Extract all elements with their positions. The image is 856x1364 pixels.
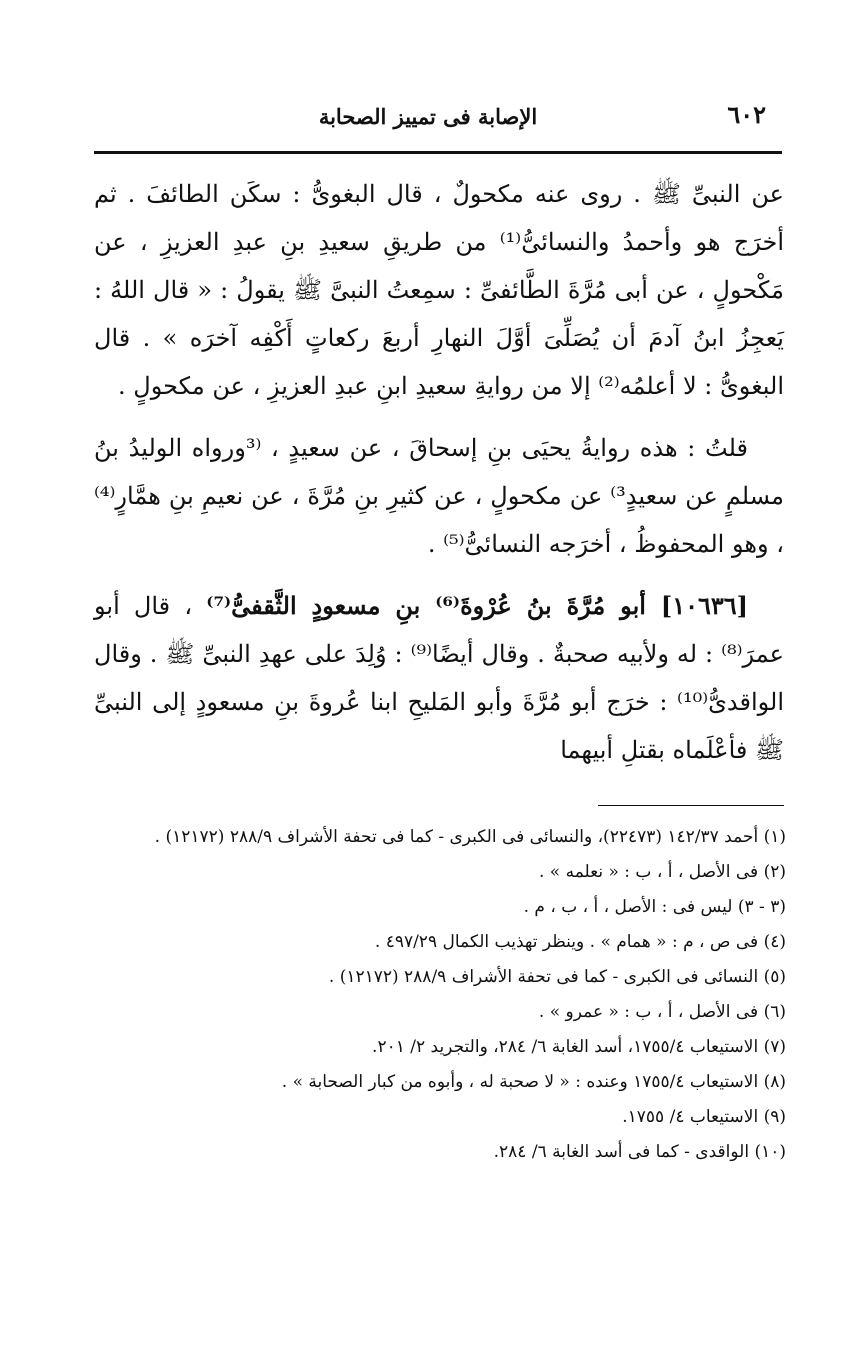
footnotes	[94, 826, 786, 1176]
footnote-3: (٣ - ٣) ليس فى : الأصل ، أ ، ب ، م .	[523, 897, 786, 917]
footnote-5: (٥) النسائى فى الكبرى - كما فى تحفة الأشراف ٢٨٨/٩ (١٢١٧٢) .	[328, 967, 786, 987]
header-rule	[94, 151, 782, 154]
footnote-1: (١) أحمد ١٤٢/٣٧ (٢٢٤٧٣)، والنسائى فى الكبرى - كما فى تحفة الأشراف ٢٨٨/٩ (١٢١٧٢) .	[154, 827, 786, 847]
footnote-separator	[598, 805, 784, 806]
footnote-10: (١٠) الواقدى - كما فى أسد الغابة ٦/ ٢٨٤.	[493, 1142, 786, 1162]
entry-heading: [١٠٦٣٦] أبو مُرَّةَ بنُ عُرْوةَ⁽⁶⁾ بنِ مسعودٍ الثَّقفىُّ⁽⁷⁾	[206, 591, 748, 620]
footnote-7: (٧) الاستيعاب ١٧٥٥/٤، أسد الغابة ٦/ ٢٨٤، والتجريد ٢/ ٢٠١.	[372, 1037, 786, 1057]
main-text	[94, 170, 784, 774]
paragraph-2-text: قلتُ : هذه روايةُ يحيَى بنِ إسحاقَ ، عن سعيدٍ ، ⁽³ورواه الوليدُ بنُ مسلمٍ عن سعيدٍ³⁾ عن مكحولٍ ، عن كثيرِ بنِ مُرَّةَ ، عن نعيمِ بنِ همَّارٍ⁽⁴⁾ ، وهو المحفوظُ ، أخرَجه النسائىُّ⁽⁵⁾ .	[94, 434, 784, 558]
page-header	[90, 100, 766, 140]
footnote-9: (٩) الاستيعاب ٤/ ١٧٥٥.	[622, 1107, 786, 1127]
paragraph-2	[94, 424, 784, 568]
paragraph-1: عن النبىِّ ﷺ . روى عنه مكحولٌ ، قال البغوىُّ : سكَن الطائفَ . ثم أخرَج هو وأحمدُ والنسائىُّ⁽¹⁾ من طريقِ سعيدِ بنِ عبدِ العزيزِ ، عن مَكْحولٍ ، عن أبى مُرَّةَ الطَّائفىِّ : سمِعتُ النبىَّ ﷺ يقولُ : « قال اللهُ : يَعجِزُ ابنُ آدمَ أن يُصَلِّىَ أوَّلَ النهارِ أربعَ ركعاتٍ أَكْفِه آخرَه » . قال البغوىُّ : لا أعلمُه⁽²⁾ إلا من روايةِ سعيدِ ابنِ عبدِ العزيزِ ، عن مكحولٍ .	[94, 180, 784, 400]
running-title: الإصابة فى تمييز الصحابة	[318, 104, 538, 129]
footnote-2: (٢) فى الأصل ، أ ، ب : « نعلمه » .	[538, 862, 786, 882]
page-number: ٦٠٢	[727, 100, 766, 129]
footnote-6: (٦) فى الأصل ، أ ، ب : « عمرو » .	[538, 1002, 786, 1022]
footnote-8: (٨) الاستيعاب ١٧٥٥/٤ وعنده : « لا صحبة له ، وأبوه من كبار الصحابة » .	[281, 1072, 786, 1092]
footnote-4: (٤) فى ص ، م : « همام » . وينظر تهذيب الكمال ٤٩٧/٢٩ .	[374, 932, 786, 952]
paragraph-3-entry	[94, 582, 784, 774]
entry-text: ، قال أبو عمرَ⁽⁸⁾ : له ولأبيه صحبةٌ . وقال أيضًا⁽⁹⁾ : وُلِدَ على عهدِ النبىِّ ﷺ . وقال الواقدىُّ⁽¹⁰⁾ : خرَج أبو مُرَّةَ وأبو المَليحِ ابنا عُروةَ بنِ مسعودٍ إلى النبىِّ ﷺ فأعْلَماه بقتلِ أبيهما	[94, 592, 784, 764]
